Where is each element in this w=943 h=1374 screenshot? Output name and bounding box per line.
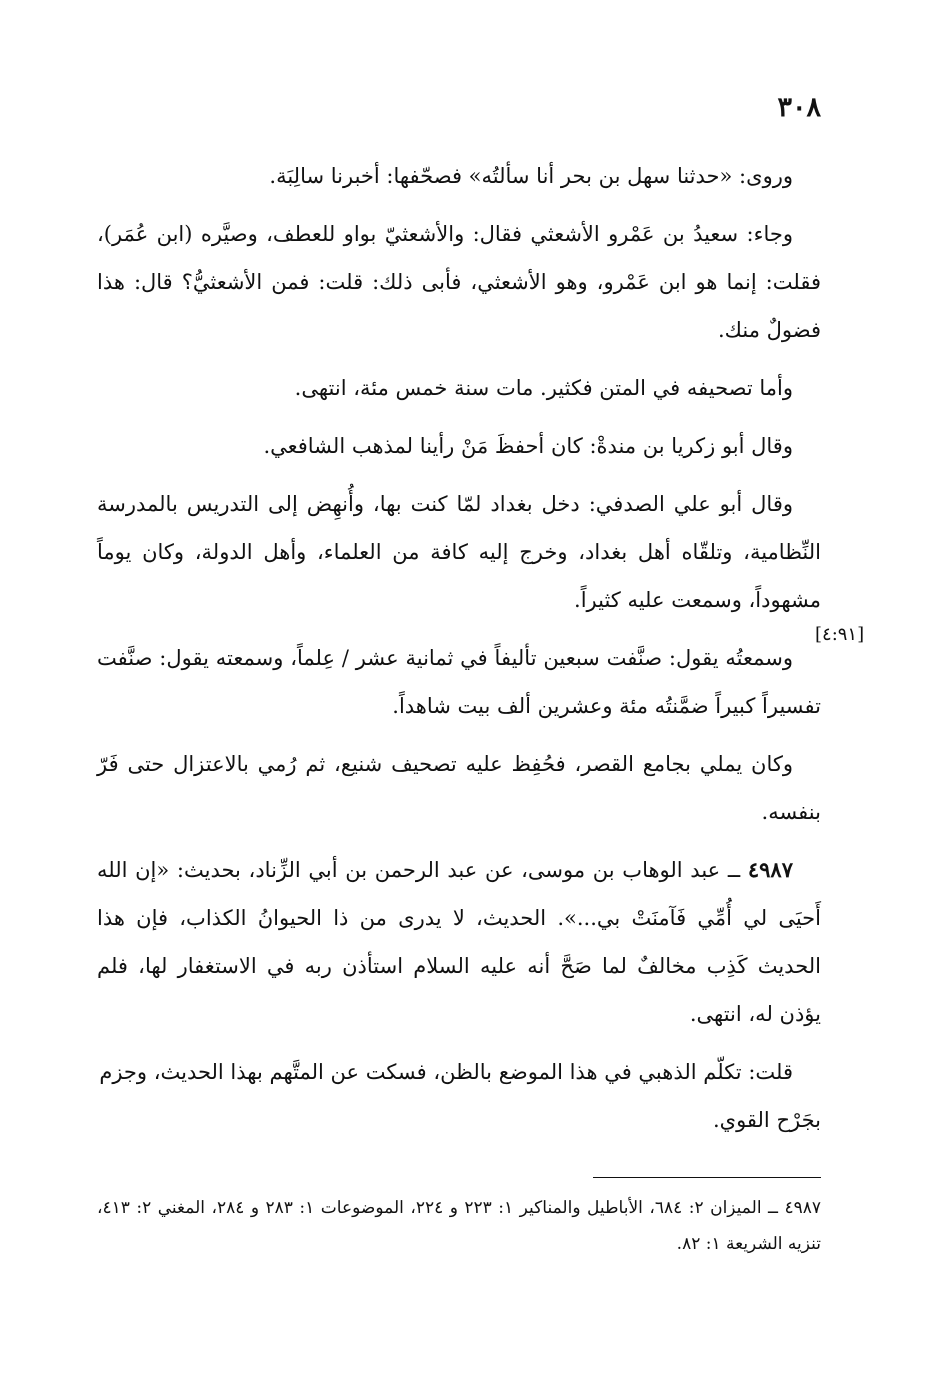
paragraph-tasnif: وسمعتُه يقول: صنَّفت سبعين تأليفاً في ثمانية عشر / عِلماً، وسمعته يقول: صنَّفت تفسيراً كبيراً ضمَّنتُه مئة وعشرين ألف بيت شاهداً. (97, 646, 821, 718)
biography-entry (97, 846, 821, 1038)
paragraph-qultu: قلت: تكلّم الذهبي في هذا الموضع بالظن، فسكت عن المتَّهم بهذا الحديث، وجزم بجَرْح القوي. (99, 1060, 821, 1132)
page-number: ٣٠٨ (777, 92, 821, 123)
paragraph-al-ashathi: وجاء: سعيدُ بن عَمْرو الأشعثي فقال: والأشعثيّ بواو للعطف، وصيَّره (ابن عُمَر)، فقلت: إنما هو ابن عَمْرو، وهو الأشعثي، فأبى ذلك: قلت: فمن الأشعثيُّ؟ قال: هذا فضولٌ منك. (97, 222, 821, 342)
footnote-sources: ٤٩٨٧ ــ الميزان ٢: ٦٨٤، الأباطيل والمناكير ١: ٢٢٣ و ٢٢٤، الموضوعات ١: ٢٨٣ و ٢٨٤، المغني ٢: ٤١٣، تنزيه الشريعة ١: ٨٢. (97, 1198, 821, 1254)
paragraph-riwaya: وروى: «حدثنا سهل بن بحر أنا سألتُه» فصحّفها: أخبرنا سالِبَة. (269, 164, 793, 188)
footnotes (97, 1190, 821, 1262)
entry-number: ٤٩٨٧ (747, 857, 793, 882)
margin-reference: [٤:٩١] (815, 624, 865, 645)
paragraph-ibn-manda: وقال أبو زكريا بن مندةْ: كان أحفظَ مَنْ رأينا لمذهب الشافعي. (263, 434, 793, 458)
paragraph-jami-al-qasr: وكان يملي بجامع القصر، فحُفِظ عليه تصحيف شنيع، ثم رُمي بالاعتزال حتى فَرّ بنفسه. (97, 752, 821, 824)
paragraph-al-sadafi: وقال أبو علي الصدفي: دخل بغداد لمّا كنت بها، وأُنهِض إلى التدريس بالمدرسة النِّظامية، وتلقّاه أهل بغداد، وخرج إليه كافة من العلماء، وأهل الدولة، وكان يوماً مشهوداً، وسمعت عليه كثيراً. (97, 492, 821, 612)
entry-dash: ــ (720, 858, 748, 882)
paragraph-tashif-matn: وأما تصحيفه في المتن فكثير. مات سنة خمس مئة، انتهى. (294, 376, 793, 400)
footnote-divider (593, 1177, 821, 1178)
main-text (97, 152, 821, 1154)
entry-text: عبد الوهاب بن موسى، عن عبد الرحمن بن أبي الزِّناد، بحديث: «إن الله أَحيَى لي أُمِّي فَآمنَتْ بي...». الحديث، لا يدرى من ذا الحيوانُ الكذاب، فإن هذا الحديث كَذِب مخالفٌ لما صَحَّ أنه عليه السلام استأذن ربه في الاستغفار لها، فلم يؤذن له، انتهى. (97, 858, 821, 1026)
